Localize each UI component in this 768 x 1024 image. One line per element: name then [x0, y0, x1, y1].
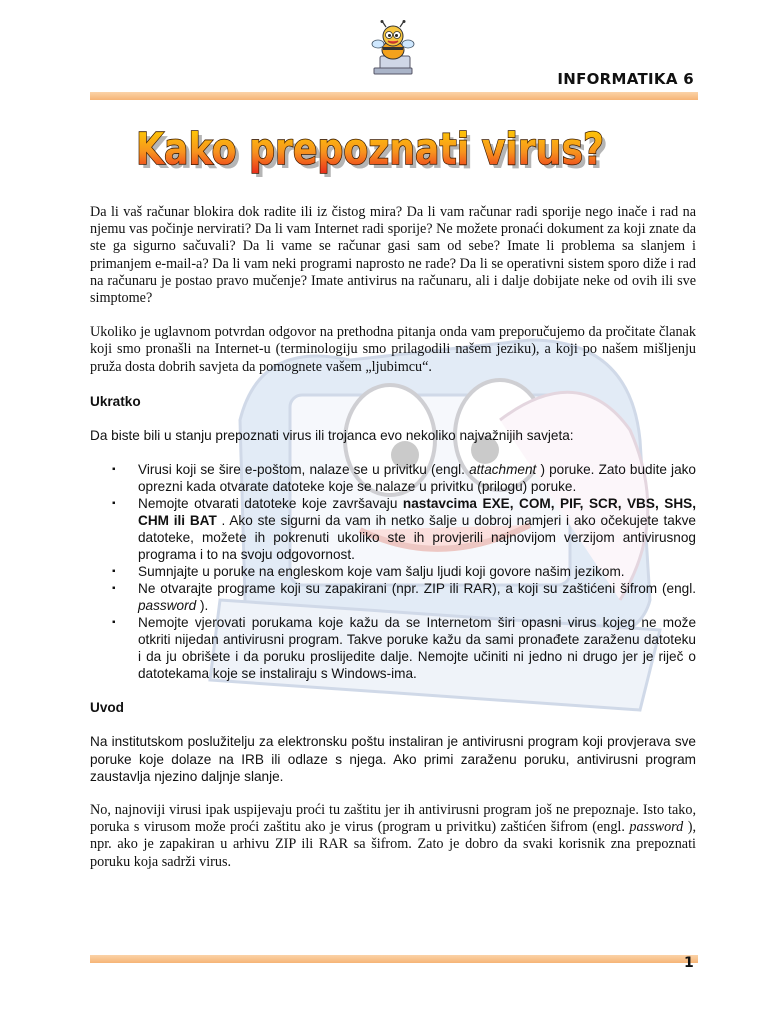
tip-term: attachment	[469, 462, 537, 478]
list-item	[138, 580, 696, 614]
paragraph-text: ), npr. ako je zapakiran u arhivu ZIP ili RAR sa šifrom. Zato je dobro da svaki korisnik zna prepoznati poruku koja sadrži virus.	[90, 819, 696, 870]
paragraph-protection	[90, 802, 696, 871]
list-item	[138, 495, 696, 563]
article-title-shadow: Kako prepoznati virus?	[140, 128, 608, 179]
tip-text: . Ako ste sigurni da vam ih netko šalje u dobroj namjeri i ako očekujete takve datoteke, možete ih pokrenuti ukoliko ste ih provjerili najnovijom verzijom antivirusnog programa i to na svoju odgovornost.	[138, 513, 696, 563]
section-heading-ukratko: Ukratko	[90, 393, 141, 409]
paragraph-term: password	[629, 819, 684, 836]
tip-term: password	[138, 598, 197, 614]
list-item: ▪ Sumnjajte u poruke na engleskom koje vam šalju ljudi koji govore našim jezikom.	[138, 563, 696, 580]
article-title	[120, 110, 620, 190]
paragraph-text: No, najnoviji virusi ipak uspijevaju proći tu zaštitu jer ih antivirusni program još ne prepoznaje. Isto tako, poruka s virusom može proći zaštitu ako je virus (program u privitku) zaštićen šifrom (engl.	[90, 802, 696, 836]
section-intro: Da biste bili u stanju prepoznati virus ili trojanca evo nekoliko najvažnijih savjeta:	[90, 428, 574, 444]
article-body	[90, 204, 696, 888]
tip-text: Ne otvarajte programe koji su zapakirani (npr. ZIP ili RAR), a koji su zaštićeni šifrom (engl.	[138, 581, 696, 597]
header-title: INFORMATIKA 6	[557, 70, 694, 88]
section-heading-uvod: Uvod	[90, 700, 124, 716]
tip-text: Virusi koji se šire e-poštom, nalaze se u privitku (engl.	[138, 462, 470, 478]
paragraph-intro: Da li vaš računar blokira dok radite ili iz čistog mira? Da li vam računar radi sporije nego inače i rad na njemu vas počinje nervirati? Da li vam Internet radi sporije? Ne možete pronaći dokument za koji znate da ste ga sigurno sačuvali? Da li vame se računar gasi sam od sebe? Imate li problema sa slanjem i primanjem e-mail-a? Da li vam neki programi naprosto ne rade? Da li se operativni sistem sporo diže i rad na računaru je postao pravo mučenje? Imate antivirus na računaru, ali i dalje dobijate neke od ovih ili sve simptome?	[90, 204, 696, 307]
tip-extensions: nastavcima EXE, COM, PIF, SCR, VBS, SHS, CHM ili BAT	[138, 496, 696, 529]
tip-text: ).	[196, 598, 209, 614]
page-number: 1	[684, 955, 694, 971]
bee-at-computer-icon	[368, 20, 418, 76]
header-divider	[90, 92, 698, 100]
tips-list	[90, 461, 696, 682]
list-item: ▪ Nemojte vjerovati porukama koje kažu da se Internetom širi opasni virus kojeg ne može otkriti nijedan antivirusni program. Takve poruke kažu da sami pronađete zaraženu datoteku i da ju obrišete i da poruku proslijedite dalje. Nemojte učiniti ni jedno ni drugo jer je riječ o datotekama koje se instaliraju s Windows-ima.	[138, 614, 696, 682]
tip-text: Nemojte otvarati datoteke koje završavaju	[138, 496, 403, 512]
list-item	[138, 461, 696, 495]
article-title-text: Kako prepoznati virus?	[136, 124, 604, 175]
paragraph-server: Na institutskom poslužitelju za elektronsku poštu instaliran je antivirusni program koji provjerava sve poruke koje dolaze na IRB ili odlaze s njega. Ako primi zaraženu poruku, antivirusni program zaustavlja njezino daljnje slanje.	[90, 734, 696, 784]
paragraph-recommendation: Ukoliko je uglavnom potvrdan odgovor na prethodna pitanja onda vam preporučujemo da pročitate članak koji smo pronašli na Internet-u (terminologiju smo prilagodili našem jeziku), a koji po našem mišljenju pruža dosta dobrih savjeta da pomognete vašem „ljubimcu“.	[90, 324, 696, 375]
tip-text: ) poruke. Zato budite jako oprezni kada otvarate datoteke koje se nalaze u privitku (prilogu) poruke.	[138, 462, 696, 495]
footer-divider	[90, 955, 698, 963]
